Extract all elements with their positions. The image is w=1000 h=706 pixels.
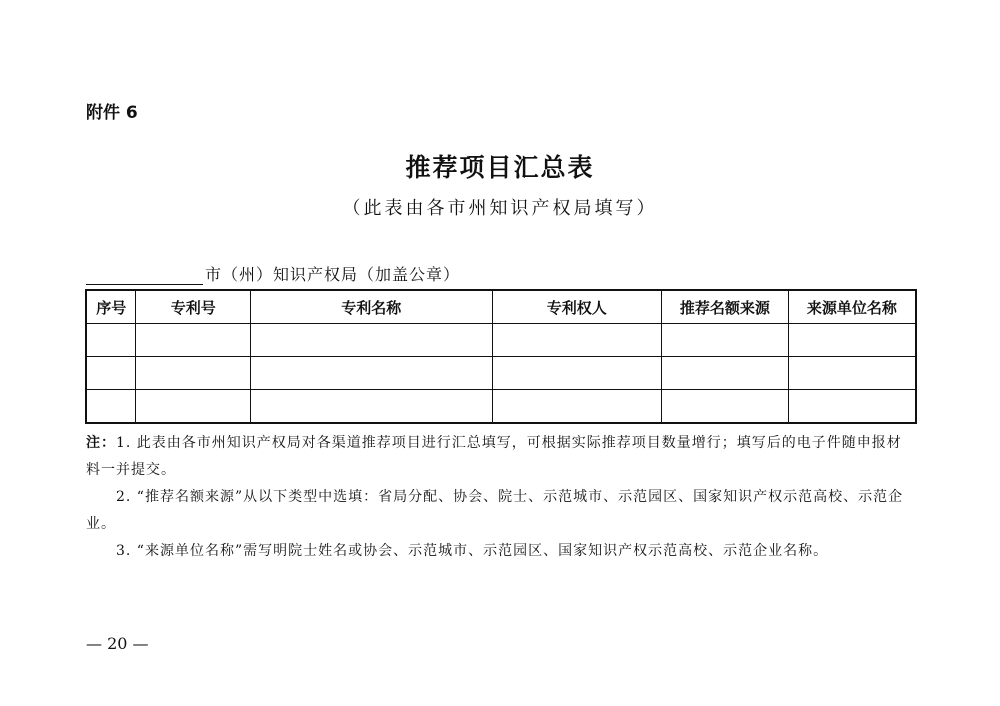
table-cell xyxy=(136,357,251,390)
unit-name-blank xyxy=(86,266,203,285)
table-cell xyxy=(251,390,492,424)
column-header-patent-holder: 专利权人 xyxy=(492,290,662,324)
table-row xyxy=(86,357,916,390)
notes-prefix: 注： xyxy=(86,435,116,451)
column-header-source-unit: 来源单位名称 xyxy=(788,290,916,324)
notes-section xyxy=(86,430,916,565)
table-row xyxy=(86,324,916,357)
summary-table xyxy=(85,289,917,424)
table-cell xyxy=(492,357,662,390)
table-cell xyxy=(251,324,492,357)
table-row xyxy=(86,390,916,424)
note-1 xyxy=(86,430,916,484)
page-title: 推荐项目汇总表 xyxy=(405,153,595,182)
table-cell xyxy=(662,324,789,357)
page-subtitle: （此表由各市州知识产权局填写） xyxy=(342,198,658,219)
table-cell xyxy=(788,390,916,424)
table-cell xyxy=(136,324,251,357)
table-cell xyxy=(492,324,662,357)
column-header-patent-name: 专利名称 xyxy=(251,290,492,324)
table-cell xyxy=(788,324,916,357)
column-header-quota-source: 推荐名额来源 xyxy=(662,290,789,324)
table-cell xyxy=(86,324,136,357)
table-cell xyxy=(662,357,789,390)
table-cell xyxy=(86,390,136,424)
note-1-text: 1. 此表由各市州知识产权局对各渠道推荐项目进行汇总填写，可根据实际推荐项目数量增行；填写后的电子件随申报材料一并提交。 xyxy=(86,435,902,478)
table-header-row xyxy=(86,290,916,324)
table-cell xyxy=(251,357,492,390)
page-number: — 20 — xyxy=(86,634,149,653)
table-cell xyxy=(662,390,789,424)
table-cell xyxy=(86,357,136,390)
note-2: 2. “推荐名额来源”从以下类型中选填：省局分配、协会、院士、示范城市、示范园区、国家知识产权示范高校、示范企业。 xyxy=(86,489,904,532)
column-header-index: 序号 xyxy=(86,290,136,324)
unit-line xyxy=(86,262,460,285)
table-cell xyxy=(788,357,916,390)
unit-line-label: 市（州）知识产权局（加盖公章） xyxy=(205,265,461,284)
table-cell xyxy=(136,390,251,424)
note-3: 3. “来源单位名称”需写明院士姓名或协会、示范城市、示范园区、国家知识产权示范高校、示范企业名称。 xyxy=(116,543,829,559)
table-cell xyxy=(492,390,662,424)
attachment-label: 附件 6 xyxy=(86,103,138,123)
column-header-patent-number: 专利号 xyxy=(136,290,251,324)
